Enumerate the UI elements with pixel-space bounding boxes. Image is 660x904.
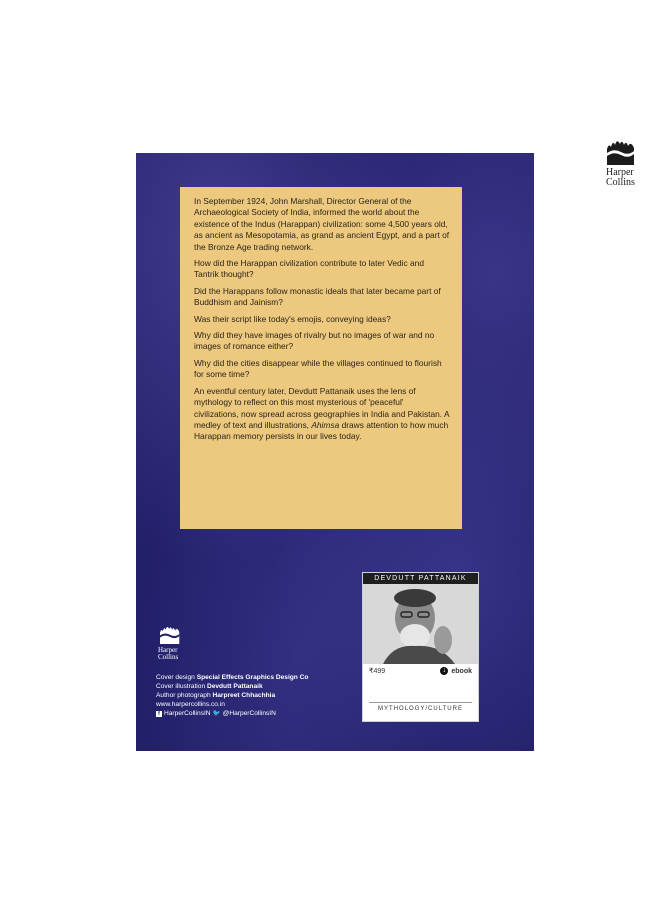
credit-label: Author photograph: [156, 692, 213, 699]
author-card: [362, 572, 479, 722]
author-photo: [363, 584, 478, 664]
facebook-icon: f: [156, 711, 162, 717]
credit-cover-illustration: [156, 682, 376, 691]
barcode-area: [363, 678, 478, 702]
blurb-paragraph: In September 1924, John Marshall, Director General of the Archaeological Society of India, informed the world about the existence of the Indus (Harappan) civilization: some 4,500 years old, as ancient as Mesopotamia, as grand as ancient Egypt, and a part of the Bronze Age trading network.: [194, 196, 450, 252]
blurb-text: draws attention to how much Harappan memory persists in our lives today.: [194, 419, 449, 442]
social-links: [156, 709, 376, 718]
blurb-paragraph-final: [194, 386, 450, 443]
credit-value: Devdutt Pattanaik: [206, 683, 263, 690]
credit-author-photo: [156, 691, 376, 700]
genre-label: MYTHOLOGY/CULTURE: [369, 702, 472, 712]
blurb-paragraph: Why did they have images of rivalry but no images of war and no images of romance either?: [194, 330, 435, 352]
book-title-italic: Ahimsa: [311, 419, 340, 430]
book-back-cover: [136, 153, 534, 751]
logo-text-collins: Collins: [158, 653, 179, 661]
logo-text-collins: Collins: [606, 177, 635, 188]
twitter-handle: @HarperCollinsIN: [222, 710, 276, 717]
price-row: [363, 664, 478, 678]
credit-value: Harpreet Chhachhia: [212, 692, 276, 699]
logo-text-harper: Harper: [606, 167, 634, 178]
ebook-badge: [440, 667, 472, 675]
facebook-handle: HarperCollinsIN: [164, 710, 211, 717]
ebook-label: ebook: [451, 667, 472, 675]
blurb-paragraph: Was their script like today's emojis, conveying ideas?: [194, 313, 391, 324]
credit-value: Special Effects Graphics Design Co: [196, 674, 309, 681]
blurb-paragraph: Why did the cities disappear while the villages continued to flourish for some time?: [194, 357, 442, 380]
harpercollins-flame-icon: [158, 624, 182, 644]
credit-label: Cover design: [156, 674, 197, 681]
blurb-box: [180, 187, 462, 529]
author-portrait-illustration: [363, 584, 478, 664]
harpercollins-flame-icon: [606, 137, 636, 165]
credit-cover-design: [156, 673, 376, 682]
harpercollins-logo-small: [158, 624, 188, 662]
credits-block: [156, 673, 376, 718]
author-name: DEVDUTT PATTANAIK: [363, 573, 478, 584]
blurb-paragraph: Did the Harappans follow monastic ideals that later became part of Buddhism and Jainism?: [194, 285, 441, 308]
blurb-text: An eventful century later, Devdutt Pattanaik uses the lens of mythology to reflect on this most mysterious of 'peaceful' civilizations, now spread across geographies in India and Pakistan. A medley of text and illustrations,: [194, 385, 450, 430]
credit-label: Cover illustration: [156, 683, 207, 690]
price-label: ₹499: [369, 668, 386, 675]
publisher-website: www.harpercollins.co.in: [156, 701, 225, 708]
blurb-paragraph: How did the Harappan civilization contribute to later Vedic and Tantrik thought?: [194, 258, 424, 280]
harpercollins-logo: [606, 137, 646, 188]
ebook-download-icon: ↓: [440, 667, 448, 675]
logo-text-harper: Harper: [158, 645, 178, 654]
twitter-icon: 🐦: [212, 710, 221, 717]
